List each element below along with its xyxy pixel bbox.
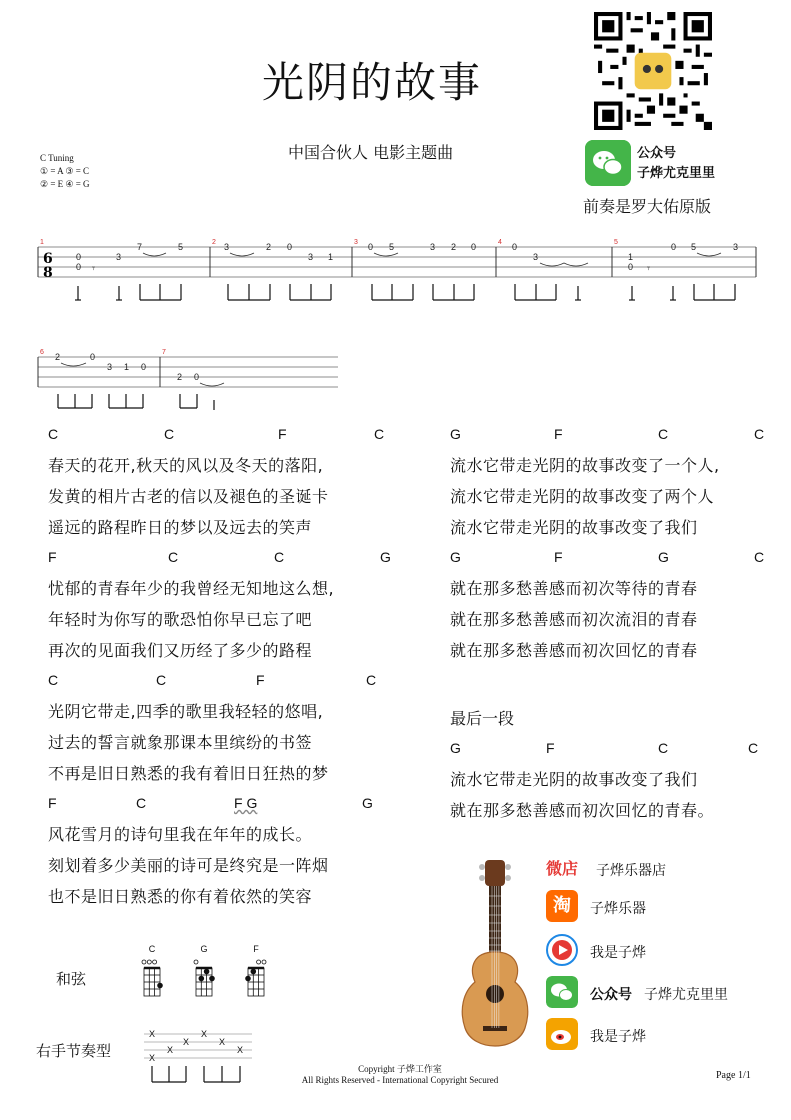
lyric-line: 就在那多愁善感而初次等待的青春 <box>450 579 698 598</box>
social-link-brand: 公众号 <box>590 987 632 1003</box>
tab-fret: 3 <box>107 362 113 372</box>
lyric-line: 光阴它带走,四季的歌里我轻轻的悠唱, <box>48 702 324 721</box>
rhythm-mark: X <box>148 1053 156 1063</box>
song-title: 光阴的故事 <box>262 58 483 107</box>
tab-barlines-row-1 <box>38 247 756 277</box>
chord-diagram-g <box>194 960 214 996</box>
qr-code-icon <box>594 12 712 130</box>
chorus-block-2 <box>450 543 780 666</box>
chord-label: C <box>136 795 147 811</box>
copyright-line-2: All Rights Reserved - International Copyright Secured <box>301 1075 499 1085</box>
chord-row <box>48 789 408 819</box>
chord-label: C <box>48 426 59 442</box>
chord-label: F <box>48 795 57 811</box>
tab-fret: 5 <box>691 242 697 252</box>
time-signature-bottom: 8 <box>43 265 53 281</box>
measure-number: 2 <box>212 239 216 246</box>
lyric-line: 发黄的相片古老的信以及褪色的圣诞卡 <box>48 487 329 506</box>
verse-block-2 <box>48 543 408 666</box>
tab-fret: 3 <box>224 242 230 252</box>
measure-number: 6 <box>40 349 44 356</box>
chord-label: C <box>366 672 377 688</box>
verse-block-3 <box>48 666 408 789</box>
chord-diagram-name: C <box>148 944 156 954</box>
weidian-icon: 微店 <box>546 859 579 878</box>
tab-barlines-row-2 <box>38 357 160 387</box>
chord-label: C <box>658 740 669 756</box>
chord-row <box>450 543 780 573</box>
tuning-name: C Tuning <box>40 153 74 163</box>
lyric-line: 不再是旧日熟悉的我有着旧日狂热的梦 <box>48 764 329 783</box>
tab-rhythm-row-2 <box>58 394 214 410</box>
copyright-line-1: Copyright 子烨工作室 <box>358 1064 442 1074</box>
social-link-label: 子烨乐器 <box>590 901 646 917</box>
tab-fret: 0 <box>141 362 147 372</box>
chord-diagrams-label: 和弦 <box>56 970 87 988</box>
tab-fret: 2 <box>451 242 457 252</box>
measure-number: 4 <box>498 239 502 246</box>
tuning-line-1: ① = A ③ = C <box>40 166 90 176</box>
tab-fret: 5 <box>389 242 395 252</box>
wechat-account: 子烨尤克里里 <box>637 166 716 181</box>
tab-fret: 0 <box>287 242 293 252</box>
rhythm-mark: X <box>236 1045 244 1055</box>
chord-label: G <box>450 549 461 565</box>
chord-diagram-name: G <box>200 944 208 954</box>
chord-label: C <box>48 672 59 688</box>
tab-fret: 3 <box>733 242 739 252</box>
rhythm-mark: X <box>218 1037 226 1047</box>
chord-label: G <box>450 426 461 442</box>
social-link-label: 我是子烨 <box>590 945 646 961</box>
tab-fret: 0 <box>76 262 82 272</box>
chord-label: C <box>754 426 765 442</box>
tab-staff-row-2 <box>38 357 338 387</box>
tab-fret: 7 <box>137 242 143 252</box>
chord-label: C <box>754 549 765 565</box>
chord-label: F <box>546 740 555 756</box>
rhythm-mark: X <box>200 1029 208 1039</box>
tab-fret: 5 <box>178 242 184 252</box>
chord-label: F <box>554 426 563 442</box>
tab-ties-row-2 <box>61 363 224 386</box>
chord-row <box>48 666 408 696</box>
chord-label: G <box>380 549 391 565</box>
measure-number: 5 <box>614 239 618 246</box>
chord-diagram-c <box>142 960 162 996</box>
tab-fret: 1 <box>328 252 334 262</box>
wechat-icon <box>585 140 631 186</box>
lyric-line: 流水它带走光阴的故事改变了两个人 <box>450 487 715 506</box>
chord-label: F <box>554 549 563 565</box>
social-link-label: 子烨乐器店 <box>596 863 666 879</box>
social-link-label: 子烨尤克里里 <box>644 987 728 1003</box>
lyric-line: 年轻时为你写的歌恐怕你早已忘了吧 <box>48 610 313 629</box>
tab-fret: 0 <box>368 242 374 252</box>
chord-label: C <box>274 549 285 565</box>
social-link-label: 我是子烨 <box>590 1029 646 1045</box>
measure-number: 7 <box>162 349 166 356</box>
song-subtitle: 中国合伙人 电影主题曲 <box>288 143 454 162</box>
lyric-line: 流水它带走光阴的故事改变了一个人, <box>450 456 720 475</box>
tab-fret: 0 <box>628 262 634 272</box>
tab-fret: 3 <box>533 252 539 262</box>
lyric-line: 风花雪月的诗句里我在年年的成长。 <box>48 825 313 844</box>
chord-diagram-name: F <box>253 944 259 954</box>
verse-block-1 <box>48 420 408 543</box>
chord-label: C <box>374 426 385 442</box>
lyric-line: 就在那多愁善感而初次回忆的青春 <box>450 641 698 660</box>
measure-number: 1 <box>40 239 44 246</box>
lyric-line: 再次的见面我们又历经了多少的路程 <box>48 641 313 660</box>
tab-fret: 3 <box>308 252 314 262</box>
chord-diagram-f <box>246 960 266 996</box>
taobao-icon: 淘 <box>546 890 578 922</box>
lyric-line: 刻划着多少美丽的诗可是终究是一阵烟 <box>48 856 329 875</box>
copyright <box>250 1064 550 1086</box>
chord-label: G <box>362 795 373 811</box>
rest-mark: 𝄾 <box>647 262 650 275</box>
measure-number: 3 <box>354 239 358 246</box>
rhythm-label: 右手节奏型 <box>36 1042 112 1060</box>
chord-row <box>48 543 408 573</box>
last-section-label: 最后一段 <box>450 709 515 728</box>
tab-fret: 0 <box>512 242 518 252</box>
ukulele-illustration <box>455 860 535 1055</box>
tab-fret: 2 <box>266 242 272 252</box>
rhythm-mark: X <box>148 1029 156 1039</box>
page-number: Page 1/1 <box>716 1070 751 1081</box>
lyric-line: 就在那多愁善感而初次回忆的青春。 <box>450 801 715 820</box>
verse-block-4 <box>48 789 408 912</box>
lyric-line: 春天的花开,秋天的风以及冬天的落阳, <box>48 456 324 475</box>
chord-label: C <box>156 672 167 688</box>
chord-diagrams <box>130 940 280 1000</box>
tuning-info <box>40 152 90 191</box>
chord-label: C <box>658 426 669 442</box>
tab-ties-row-1 <box>143 253 721 266</box>
chord-label: C <box>164 426 175 442</box>
tab-fret: 0 <box>471 242 477 252</box>
lyric-line: 流水它带走光阴的故事改变了我们 <box>450 770 698 789</box>
tab-fret: 1 <box>628 252 634 262</box>
tab-fret: 0 <box>90 352 96 362</box>
prelude-note: 前奏是罗大佑原版 <box>583 197 712 216</box>
rhythm-mark: X <box>166 1045 174 1055</box>
tab-frets-row-1 <box>76 242 738 272</box>
left-lyrics <box>48 420 408 912</box>
lyric-line: 忧郁的青春年少的我曾经无知地这么想, <box>48 579 335 598</box>
chord-label: G <box>450 740 461 756</box>
chord-row <box>450 420 780 450</box>
chord-label: C <box>168 549 179 565</box>
lyric-line: 就在那多愁善感而初次流泪的青春 <box>450 610 698 629</box>
right-lyrics <box>450 420 780 666</box>
rhythm-mark: X <box>182 1037 190 1047</box>
chord-row <box>48 420 408 450</box>
chord-label: F <box>278 426 287 442</box>
chord-label: G <box>658 549 669 565</box>
tuning-line-2: ② = E ④ = G <box>40 179 90 189</box>
chorus-block-1 <box>450 420 780 543</box>
time-signature-top: 6 <box>43 251 53 267</box>
lyric-line: 过去的誓言就象那课本里缤纷的书签 <box>48 733 313 752</box>
chord-label: F G <box>234 795 258 811</box>
tab-fret: 0 <box>671 242 677 252</box>
chord-label: C <box>748 740 759 756</box>
chord-label: F <box>48 549 57 565</box>
tab-fret: 2 <box>55 352 61 362</box>
rest-mark: 𝄾 <box>92 262 95 275</box>
lyric-line: 遥远的路程昨日的梦以及远去的笑声 <box>48 518 313 537</box>
tab-fret: 2 <box>177 372 183 382</box>
last-section <box>450 734 780 826</box>
rhythm-pattern <box>140 1020 260 1090</box>
tab-fret: 0 <box>194 372 200 382</box>
chord-label: F <box>256 672 265 688</box>
tab-rests-row-1 <box>92 262 650 275</box>
video-play-icon <box>546 934 578 966</box>
chord-row <box>450 734 780 764</box>
tab-frets-row-2 <box>55 352 199 382</box>
lyric-line: 也不是旧日熟悉的你有着依然的笑容 <box>48 887 313 906</box>
tab-fret: 3 <box>116 252 122 262</box>
weibo-icon <box>546 1018 578 1050</box>
tab-fret: 3 <box>430 242 436 252</box>
tab-staff-row-1 <box>38 247 756 277</box>
tab-rhythm-row-1 <box>75 284 735 300</box>
wechat-label: 公众号 <box>637 146 677 161</box>
lyric-line: 流水它带走光阴的故事改变了我们 <box>450 518 698 537</box>
wechat-icon <box>546 976 578 1008</box>
tab-fret: 1 <box>124 362 130 372</box>
tab-fret: 0 <box>76 252 82 262</box>
